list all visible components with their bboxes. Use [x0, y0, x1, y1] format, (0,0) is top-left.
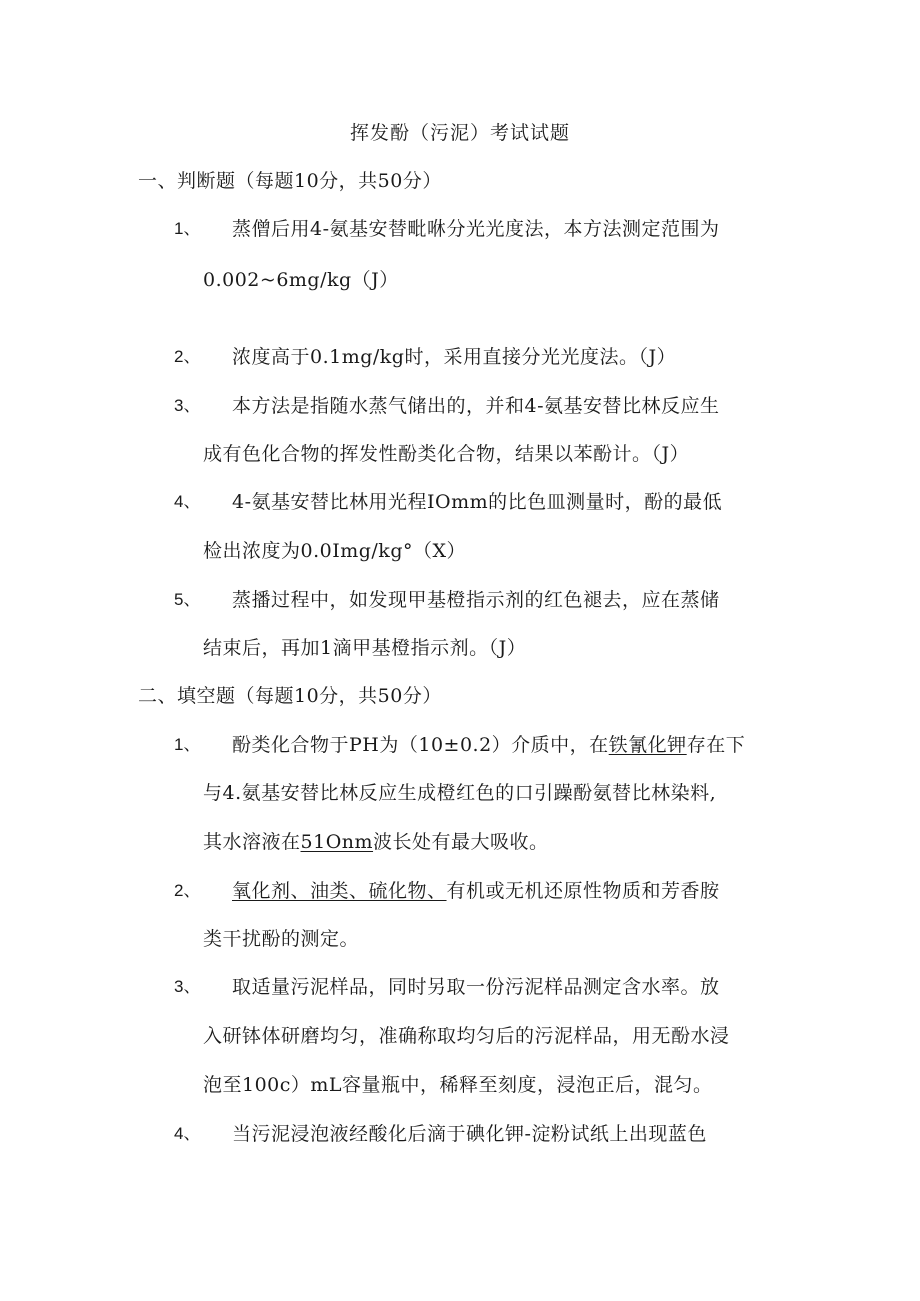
question-text: 结束后，再加1滴甲基橙指示剂。（J）: [203, 637, 527, 659]
question-text: 与4.氨基安替比林反应生成橙红色的口引躁酚氨替比林染料,: [203, 782, 717, 804]
question-text: 浓度高于0.1mg∕kg时，采用直接分光光度法。（J）: [232, 346, 677, 368]
question-text: 泡至100c）mL容量瓶中，稀释至刻度，浸泡正后，混匀。: [203, 1074, 713, 1096]
question-number: 1、: [174, 735, 201, 754]
question-number: 1、: [174, 219, 201, 238]
question-text: 入研钵体研磨均匀，准确称取均匀后的污泥样品，用无酚水浸: [203, 1025, 730, 1047]
question-text: 蒸播过程中，如发现甲基橙指示剂的红色褪去，应在蒸储: [232, 589, 720, 611]
question-text: 成有色化合物的挥发性酚类化合物，结果以苯酚计。（J）: [203, 443, 690, 465]
page-title: 挥发酚（污泥）考试试题: [349, 122, 570, 144]
question-number: 4、: [174, 492, 201, 511]
answer-blank: 氧化剂、油类、硫化物、: [232, 880, 447, 902]
question-number: 4、: [174, 1124, 201, 1143]
question-text: 0.002~6mg∕kg（J）: [203, 269, 399, 291]
question-number: 3、: [174, 977, 201, 996]
question-number: 2、: [174, 881, 201, 900]
question-number: 5、: [174, 590, 201, 609]
question-text: 检出浓度为0.0Img∕kg°（X）: [203, 540, 467, 562]
question-text: 4-氨基安替比林用光程IOmm的比色皿测量时，酚的最低: [232, 491, 723, 513]
question-text: 其水溶液在51Onm波长处有最大吸收。: [203, 831, 549, 853]
question-number: 3、: [174, 396, 201, 415]
section-heading-true-false: 一、判断题（每题10分，共50分）: [138, 170, 442, 192]
answer-blank: 铁氰化钾: [608, 734, 687, 756]
question-text: 当污泥浸泡液经酸化后滴于碘化钾-淀粉试纸上出现蓝色: [232, 1123, 707, 1145]
question-text: 蒸僧后用4-氨基安替毗咻分光光度法，本方法测定范围为: [232, 218, 720, 240]
question-text: 类干扰酚的测定。: [203, 928, 360, 950]
section-heading-fill-blank: 二、填空题（每题10分，共50分）: [138, 685, 442, 707]
question-text: 取适量污泥样品，同时另取一份污泥样品测定含水率。放: [232, 976, 720, 998]
question-text: 氧化剂、油类、硫化物、有机或无机还原性物质和芳香胺: [232, 880, 720, 902]
question-text: 本方法是指随水蒸气储出的，并和4-氨基安替比林反应生: [232, 395, 720, 417]
answer-blank: 51Onm: [300, 831, 374, 853]
question-text: 酚类化合物于PH为（10±0.2）介质中，在铁氰化钾存在下: [232, 734, 746, 756]
question-number: 2、: [174, 347, 201, 366]
